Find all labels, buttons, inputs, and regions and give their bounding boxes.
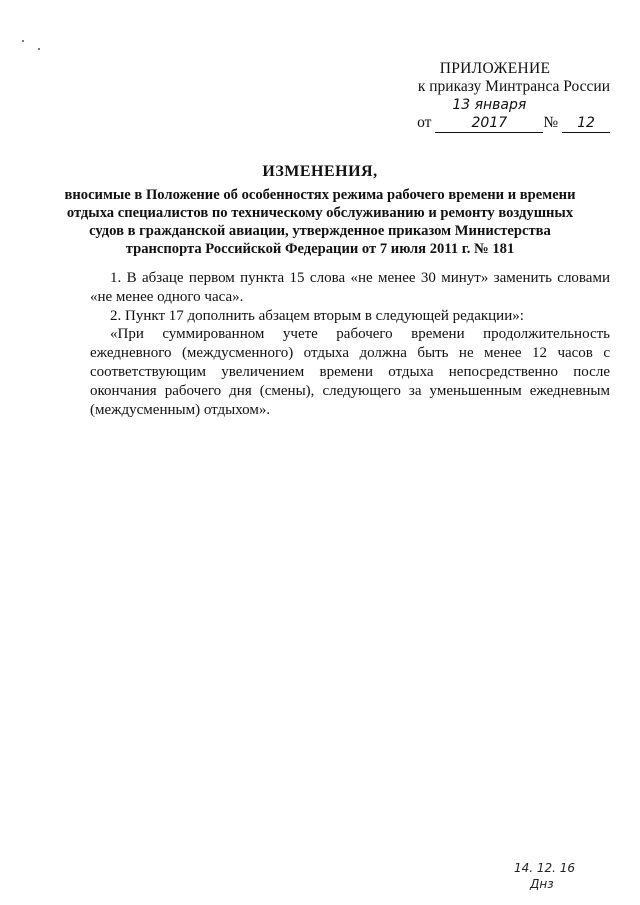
appendix-title: ПРИЛОЖЕНИЕ [439,60,551,77]
date-value: 13 января 2017 [435,96,543,133]
scan-speck [22,40,24,42]
number-label: № [543,114,559,131]
handwritten-date: 14. 12. 16 [514,861,576,875]
paragraph-2: 2. Пункт 17 дополнить абзацем вторым в следующей редакции»: [110,307,524,324]
appendix-order-line: к приказу Минтранса России [417,78,610,95]
paragraph-3: «При суммированном учете рабочего времени продолжительность ежедневного (междусменного) отдыха должна быть не менее 12 часов с соответствующим увеличением времени отдыха непосредственно после окончания рабочего дня (смены), следующего за уменьшенным ежедневным (междусменным) отдыхом». [90,326,610,418]
document-title: ИЗМЕНЕНИЯ, [262,163,378,180]
document-subtitle: вносимые в Положение об особенностях режима рабочего времени и времени отдыха специалистов по техническому обслуживанию и ремонту воздушных судов в гражданской авиации, утвержденное приказом Министерства транспорта Российской Федерации от 7 июля 2011 г. № 181 [64,187,576,257]
scan-speck [38,48,40,50]
handwritten-initials: Днз [530,877,554,891]
appendix-date-line [380,96,610,133]
document-heading [60,162,580,258]
document-body [90,269,610,419]
date-prefix: от [417,114,432,131]
paragraph-1: 1. В абзаце первом пункта 15 слова «не менее 30 минут» заменить словами «не менее одного часа». [90,270,610,305]
number-value: 12 [562,114,610,133]
appendix-block [380,60,610,133]
handwritten-note [514,860,575,892]
